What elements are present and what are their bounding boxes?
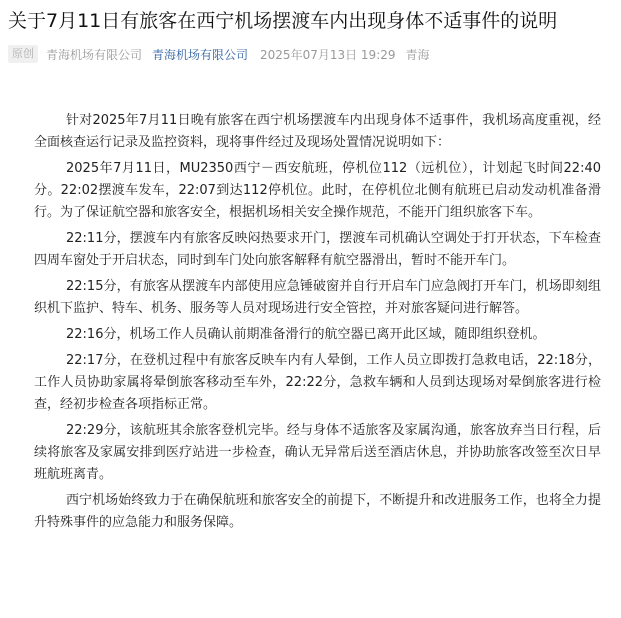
- article-body: [0, 110, 621, 538]
- paragraph-2217: 22:17分，在登机过程中有旅客反映车内有人晕倒，工作人员立即拨打急救电话，22:18分，工作人员协助家属将晕倒旅客移动至车外，22:22分，急救车辆和人员到达现场对晕倒旅客进行检查，经初步检查各项指标正常。: [34, 353, 601, 412]
- paragraph-2211: 22:11分，摆渡车内有旅客反映闷热要求开门，摆渡车司机确认空调处于打开状态，下车检查四周车窗处于开启状态，同时到车门处向旅客解释有航空器滑出，暂时不能开车门。: [34, 231, 601, 268]
- paragraph-2229: 22:29分，该航班其余旅客登机完毕。经与身体不适旅客及家属沟通，旅客放弃当日行程，后续将旅客及家属安排到医疗站进一步检查，确认无异常后送至酒店休息，并协助旅客改签至次日早班航班离青。: [34, 423, 601, 482]
- paragraph-intro: 针对2025年7月11日晚有旅客在西宁机场摆渡车内出现身体不适事件，我机场高度重视，经全面核查运行记录及监控资料，现将事件经过及现场处置情况说明如下：: [34, 113, 601, 150]
- paragraph-2215: 22:15分，有旅客从摆渡车内部使用应急锤破窗并自行开启车门应急阀打开车门，机场即刻组织机下监护、特车、机务、服务等人员对现场进行安全管控，并对旅客疑问进行解答。: [34, 279, 601, 316]
- publish-location: 青海: [405, 47, 430, 62]
- publish-time: 2025年07月13日 19:29: [260, 47, 396, 62]
- source-name: 青海机场有限公司: [46, 47, 143, 62]
- account-name-link[interactable]: 青海机场有限公司: [152, 47, 249, 62]
- paragraph-closing: 西宁机场始终致力于在确保航班和旅客安全的前提下，不断提升和改进服务工作，也将全力提升特殊事件的应急能力和服务保障。: [34, 493, 601, 530]
- article-title: 关于7月11日有旅客在西宁机场摆渡车内出现身体不适事件的说明: [8, 10, 558, 32]
- paragraph-2216: 22:16分，机场工作人员确认前期准备滑行的航空器已离开此区域，随即组织登机。: [66, 327, 546, 342]
- original-badge: 原创: [8, 45, 38, 63]
- paragraph-flight-info: 2025年7月11日，MU2350西宁－西安航班，停机位112（远机位），计划起飞时间22:40分。22:02摆渡车发车，22:07到达112停机位。此时，在停机位北侧有航班已启动发动机准备滑行。为了保证航空器和旅客安全，根据机场相关安全操作规范，不能开门组织旅客下车。: [34, 161, 601, 220]
- article-meta: [8, 44, 430, 64]
